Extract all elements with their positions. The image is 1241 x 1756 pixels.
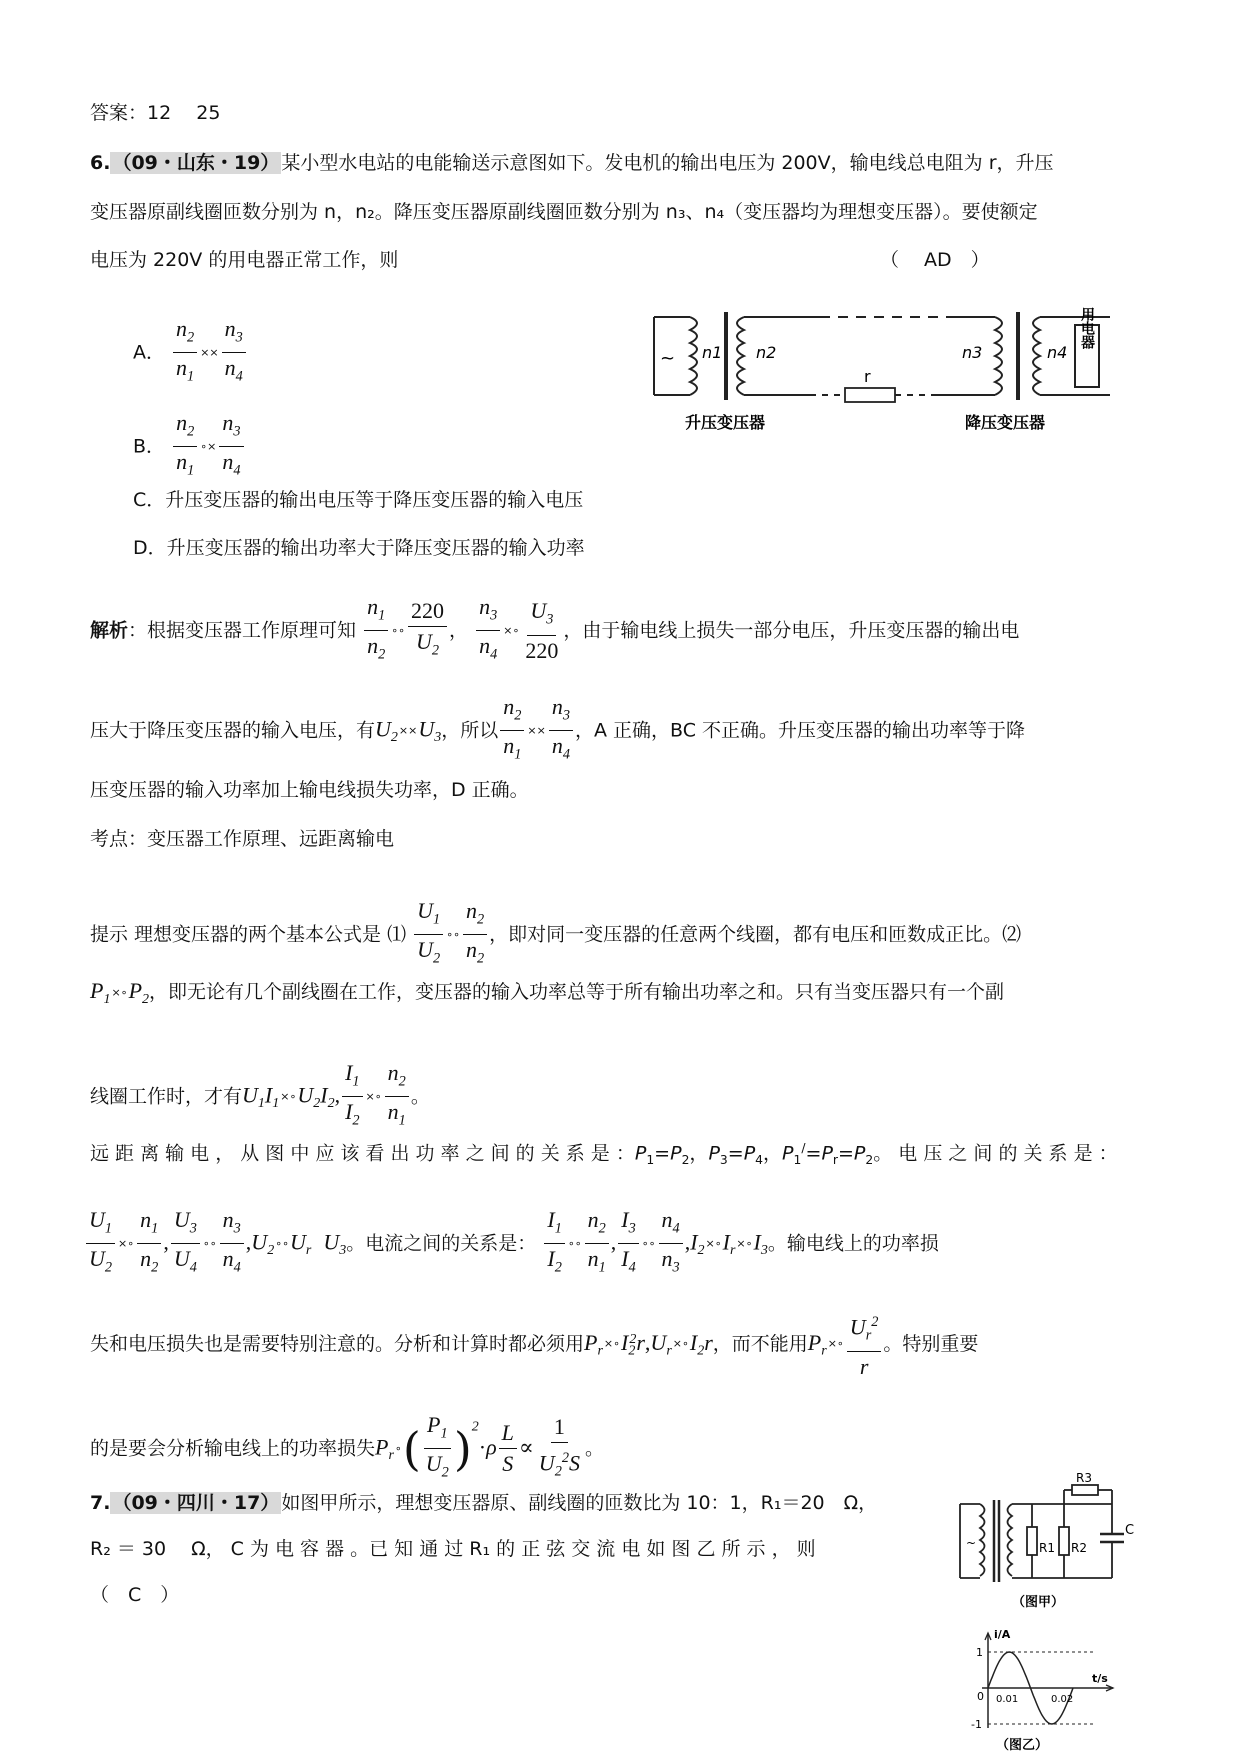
analysis-sep: ， [449,619,469,642]
q6-option-a[interactable]: A． $\frac{n_2}{n_1}$ ×× $\frac{n_3}{n_4}$ [133,314,248,392]
frac-1-u2s: $\frac{1}{U_2^2S}$ [538,1413,580,1480]
frac-n2-n1: $\frac{n_2}{n_1}$ [385,1058,409,1136]
frac-n1-n2: $\frac{n_1}{n_2}$ [137,1205,161,1283]
analysis-text: ，所以 [441,719,499,742]
frac-n3-n4: $\frac{n_3}{n_4}$ [549,692,573,770]
hint-text: 失和电压损失也是需要特别注意的。分析和计算时都必须用 [90,1332,585,1355]
label-n3: n3 [962,343,983,362]
q6-stem-line2 [90,199,1038,225]
y-axis-label: i/A [994,1628,1011,1641]
q6-answer: （ AD ） [880,249,990,271]
frac-l-s: $\frac{L}{S}$ [499,1418,517,1479]
hint-text: 。 电 压 之 间 的 关 系 是 ： [873,1142,1118,1165]
option-b-label: B． [133,435,166,458]
frac-n1-n2: $\frac{n_1}{n_2}$ [364,592,388,670]
ac-source-symbol: ~ [660,348,676,369]
analysis-text: ，A 正确，BC 不正确。升压变压器的输出功率等于降 [575,719,1026,742]
q6-number: 6. [90,152,111,174]
load-label: 用电器 [1079,307,1095,349]
step-down-label: 降压变压器 [965,413,1046,432]
analysis-line3: 压变压器的输入功率加上输电线损失功率，D 正确。 [90,779,529,801]
label-r1: R1 [1039,1541,1055,1555]
frac-n2-n1: $\frac{n_2}{n_1}$ [173,408,197,486]
x-tick-001: 0.01 [996,1694,1019,1705]
hint-text: 。 [585,1437,605,1460]
q6-option-c[interactable]: C．升压变压器的输出电压等于降压变压器的输入电压 [133,489,584,511]
transmission-diagram [650,300,1130,444]
label-c: C [1125,1523,1135,1538]
frac-n2-n1: $\frac{n_2}{n_1}$ [173,314,197,392]
q6-source: （09・山东・19） [112,152,280,174]
x-tick-002: 0.02 [1051,1694,1074,1705]
q7-stem-line1 [90,1490,877,1516]
frac-n2-n1: $\frac{n_2}{n_1}$ [585,1205,609,1283]
hint-text: 远 距 离 输 电 ， 从 图 中 应 该 看 出 功 率 之 间 的 关 系 是 ： [90,1142,635,1165]
hint-text: ，而不能用 [712,1332,808,1355]
hint-text: ，即对同一变压器的任意两个线圈，都有电压和匝数成正比。⑵ [489,923,1022,946]
frac-220-u2: $\frac{220}{U_2}$ [408,596,447,665]
frac-i3-i4: $\frac{I_3}{I_4}$ [618,1205,638,1283]
hint-line3: 线圈工作时，才有$U_1I_1\times\circ U_2I_2$, $\frac{I_1}{I_2}$ ×∘ $\frac{n_2}{n_1}$ 。 [90,1058,430,1136]
hint-text: 。特别重要 [883,1332,979,1355]
hint-text: 。 [410,1085,430,1108]
label-r3: R3 [1076,1471,1092,1485]
y-tick-top: 1 [976,1646,983,1659]
frac-ur2-r: $\frac{U_r^2}{r}$ [847,1307,882,1382]
figure-a-caption: （图甲） [1012,1595,1065,1610]
q6-stem-text1: 某小型水电站的电能输送示意图如下。发电机的输出电压为 200V，输电线总电阻为 r，升压 [281,152,1054,174]
q6-stem-line1 [90,150,1054,176]
hint-line4: 远 距 离 输 电 ， 从 图 中 应 该 看 出 功 率 之 间 的 关 系 是 ：$P_1=P_2$，$P_3=P_4$，$P_1^/=P_r=P_2$。 电 压 之 间 的 关 系 是 ： [90,1141,1118,1168]
option-a-label: A． [133,341,165,364]
hint-line6: 失和电压损失也是需要特别注意的。分析和计算时都必须用$P_r\times\circ I_2^2r,U_r\times\circ I_2r$，而不能用$P_r\times\circ$ $\frac{U_r^2}{r}$ 。特别重要 [90,1307,978,1382]
svg-text:~: ~ [966,1536,977,1550]
q7-source: （09・四川・17） [112,1492,280,1514]
analysis-line2: 压大于降压变压器的输入电压，有$U_2\times\times U_3$，所以 $\frac{n_2}{n_1}$ ×× $\frac{n_3}{n_4}$ ，A 正确，BC 不正确。升压变压器的输出功率等于降 [90,692,1025,770]
analysis-text: 压大于降压变压器的输入电压，有 [90,719,376,742]
figure-a-circuit [952,1471,1142,1626]
hint-text: 。输电线上的功率损 [767,1232,939,1255]
label-n2: n2 [756,343,777,362]
frac-n2-n2: $\frac{n_2}{n_2}$ [463,896,487,974]
answer-values: 12 25 [147,102,221,124]
label-r: r [864,367,871,386]
figure-b-caption: （图乙） [996,1738,1049,1753]
frac-n3-n4: $\frac{n_3}{n_4}$ [476,592,500,670]
q7-number: 7. [90,1492,111,1514]
kaodian-line: 考点：变压器工作原理、远距离输电 [90,828,395,850]
label-r2: R2 [1071,1541,1087,1555]
analysis-text: ：根据变压器工作原理可知 [128,619,357,642]
label-n4: n4 [1047,343,1068,362]
frac-u1-u2: $\frac{U_1}{U_2}$ [86,1205,115,1283]
frac-u1-u2: $\frac{U_1}{U_2}$ [414,896,443,974]
hint-text: 提示 理想变压器的两个基本公式是 ⑴ [90,923,407,946]
hint-line7: 的是要会分析输电线上的功率损失$P_r\circ$( $\frac{P_1}{U_2}$ )$^2$·ρ $\frac{L}{S}$ ∝ $\frac{1}{U_2^2S}$ 。 [90,1410,604,1488]
q6-stem-text2: 变压器原副线圈匝数分别为 n，n₂。降压变压器原副线圈匝数分别为 n₃、n₄（变压器均为理想变压器）。要使额定 [90,201,1038,223]
frac-n4-n3: $\frac{n_4}{n_3}$ [659,1205,683,1283]
analysis-line1: 解析：根据变压器工作原理可知 $\frac{n_1}{n_2}$ ∘∘ $\frac{220}{U_2}$ ， $\frac{n_3}{n_4}$ ×∘ $\frac{U_3}{220}$ ，由于输电线上损失一部分电压，升压变压器的输出电 [90,592,1019,670]
frac-i1-i2: $\frac{I_1}{I_2}$ [544,1205,564,1283]
frac-n2-n1: $\frac{n_2}{n_1}$ [500,692,524,770]
frac-i1-i2: $\frac{I_1}{I_2}$ [342,1058,362,1136]
frac-n3-n4: $\frac{n_3}{n_4}$ [219,408,243,486]
analysis-text: ，由于输电线上损失一部分电压，升压变压器的输出电 [563,619,1020,642]
frac-n3-n4: $\frac{n_3}{n_4}$ [222,314,246,392]
hint-line1: 提示 理想变压器的两个基本公式是 ⑴ $\frac{U_1}{U_2}$ ∘∘ $\frac{n_2}{n_2}$ ，即对同一变压器的任意两个线圈，都有电压和匝数成正比。⑵ [90,896,1021,974]
q7-answer: （ C ） [90,1584,180,1606]
hint-text: 的是要会分析输电线上的功率损失 [90,1437,376,1460]
frac-u3-u4: $\frac{U_3}{U_4}$ [171,1205,200,1283]
frac-u3-220: $\frac{U_3}{220}$ [525,598,559,663]
hint-line5: $\frac{U_1}{U_2}$ ×∘ $\frac{n_1}{n_2}$ , $\frac{U_3}{U_4}$ ∘∘ $\frac{n_3}{n_4}$ $,U_2\circ\circ U_r$ $U_3$。电流之间的关系是： $\frac{I_1}{I_2}$ ∘∘ $\frac{n_2}{n_1}$ , $\frac{I_3}{I_4}$ ∘∘ $\frac{n_4}{n_3}$ $,I_2\times\circ I_r\times\circ I_3$。输电线上的功率损 [90,1205,939,1283]
y-tick-bottom: -1 [971,1718,982,1731]
x-axis-label: t/s [1092,1672,1108,1685]
frac-p1-u2: $\frac{P_1}{U_2}$ [425,1412,449,1481]
label-n1: n1 [702,343,723,362]
answer-label: 答案： [90,102,148,124]
frac-n3-n4: $\frac{n_3}{n_4}$ [220,1205,244,1283]
hint-line2: $P_1\times\circ P_2$，即无论有几个副线圈在工作，变压器的输入功率总等于所有输出功率之和。只有当变压器只有一个副 [90,978,1005,1007]
hint-text: 。电流之间的关系是： [346,1232,537,1255]
q7-stem-line2: R₂ ＝ 30 Ω， C 为 电 容 器 。已 知 通 过 R₁ 的 正 弦 交 流 电 如 图 乙 所 示 ， 则 [90,1538,816,1560]
q6-stem-line3 [90,247,398,273]
q6-stem-text3: 电压为 220V 的用电器正常工作，则 [90,249,399,271]
hint-text: 线圈工作时，才有 [90,1085,243,1108]
analysis-label: 解析 [90,619,129,642]
q7-stem-text1: 如图甲所示，理想变压器原、副线圈的匝数比为 10：1，R₁＝20 Ω， [281,1492,878,1514]
origin-label: 0 [977,1690,984,1703]
figure-b-waveform [968,1628,1128,1756]
q6-option-d[interactable]: D．升压变压器的输出功率大于降压变压器的输入功率 [133,537,585,559]
previous-answer-line [90,100,220,126]
step-up-label: 升压变压器 [685,413,766,432]
q6-option-b[interactable]: B． $\frac{n_2}{n_1}$ ∘× $\frac{n_3}{n_4}$ [133,408,246,486]
hint-text: ，即无论有几个副线圈在工作，变压器的输入功率总等于所有输出功率之和。只有当变压器只有一个副 [149,981,1005,1003]
